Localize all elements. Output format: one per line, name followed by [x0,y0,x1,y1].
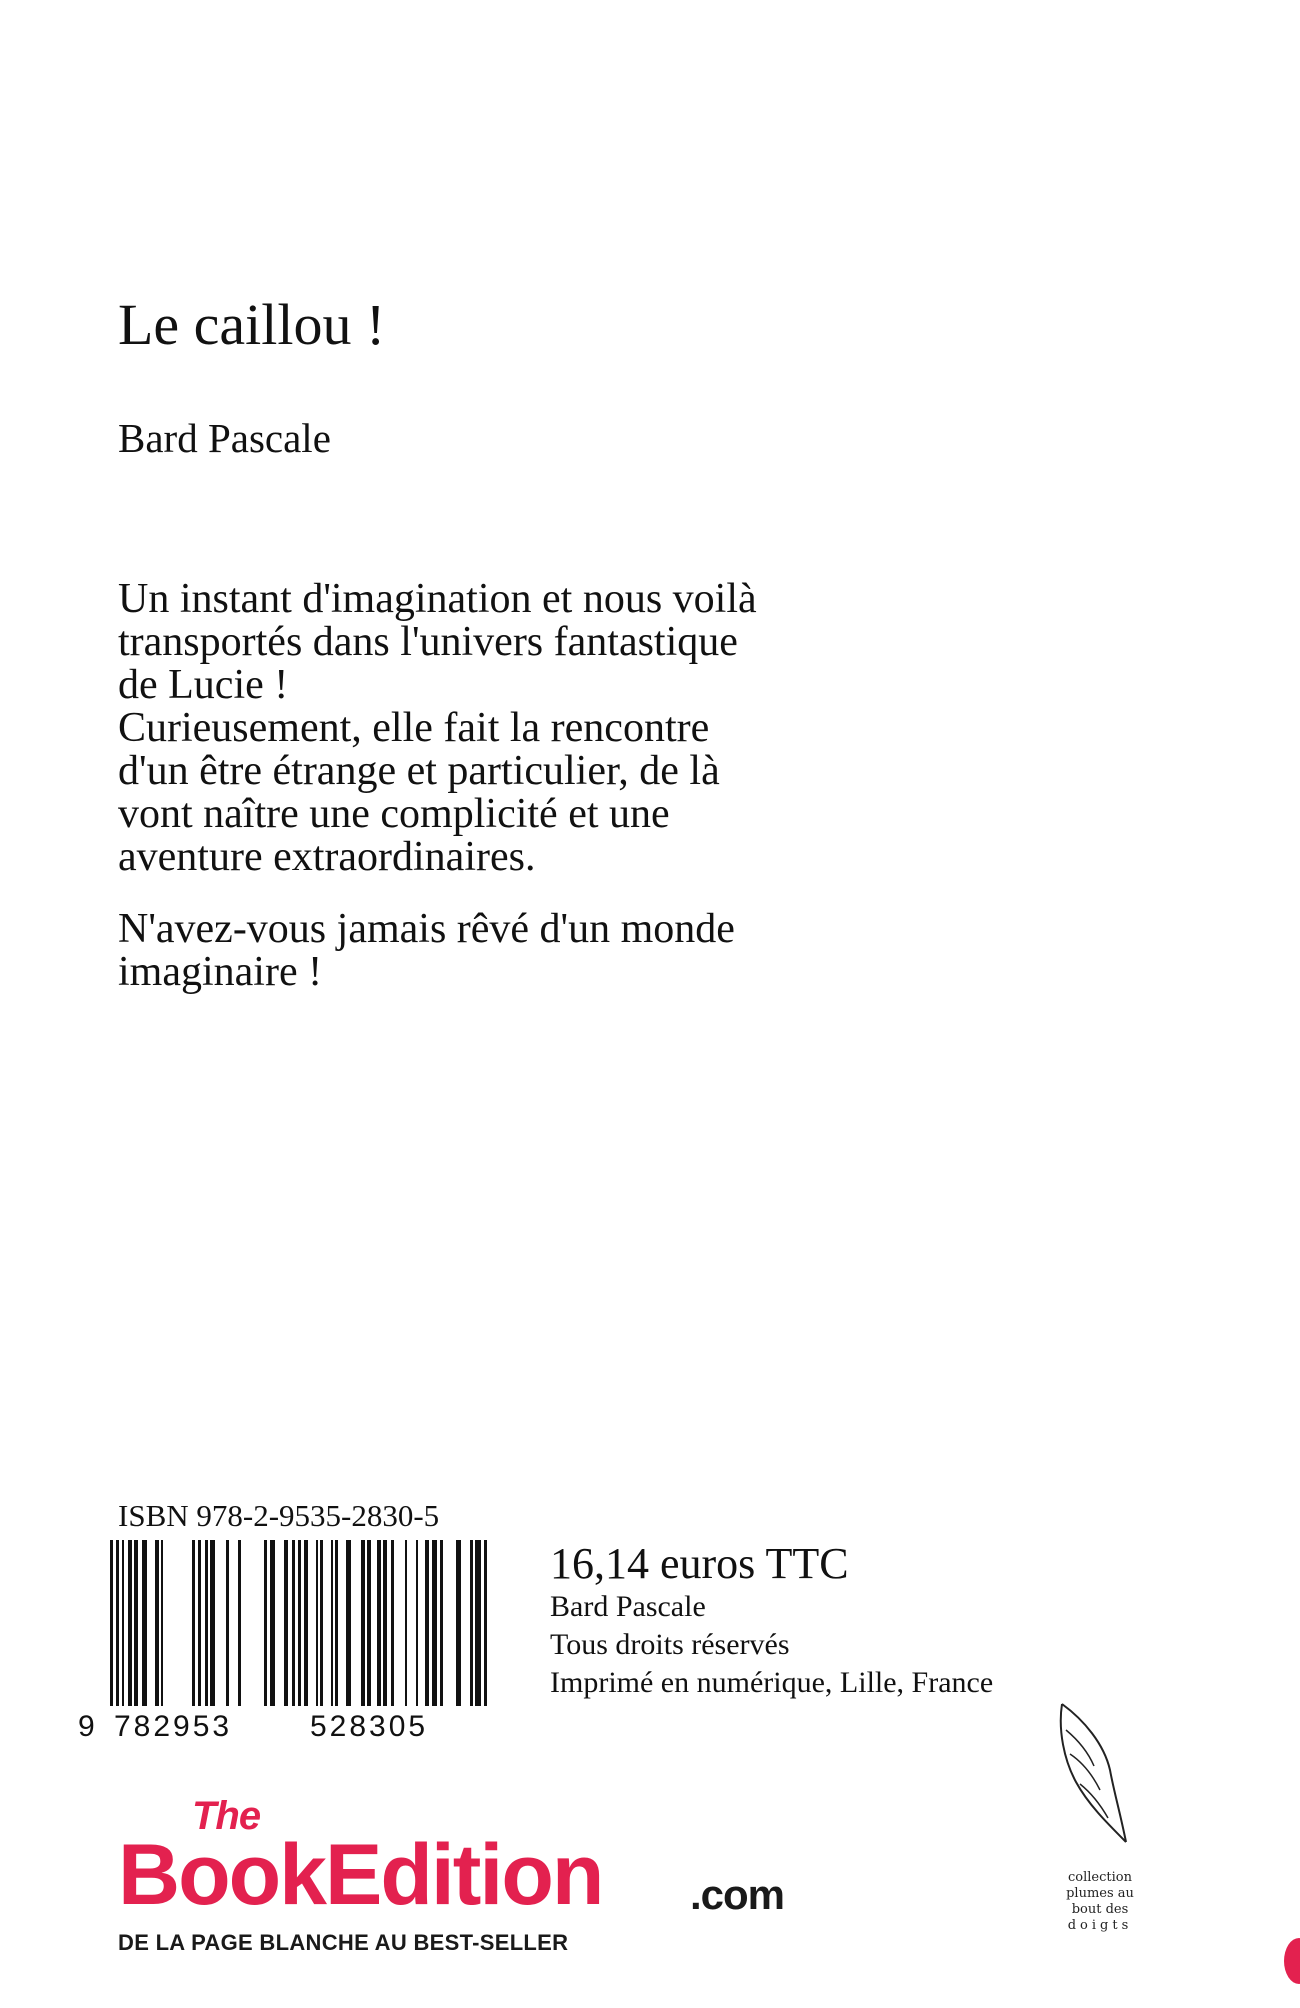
barcode-bar [316,1540,318,1706]
barcode-bar [470,1540,473,1706]
barcode-bar [122,1540,124,1706]
barcode-bar [331,1540,333,1706]
barcode-bar [192,1540,195,1706]
publication-rights: Tous droits réservés [550,1628,790,1661]
logo-name: BookEdition [118,1827,603,1923]
barcode-bar [425,1540,429,1706]
blurb-line: imaginaire ! [118,949,323,995]
logo-domain: .com [690,1871,785,1918]
collection-line: doigts [1067,1918,1133,1933]
blurb-line: vont naître une complicité et une [118,791,670,837]
blurb-line: d'un être étrange et particulier, de là [118,748,720,794]
collection-line: plumes au [1066,1886,1134,1901]
barcode-bar [405,1540,407,1706]
barcode-bar [383,1540,387,1706]
barcode-bar [304,1540,308,1706]
collection-line: bout des [1071,1902,1129,1917]
book-title: Le caillou ! [118,292,386,357]
barcode-bar [346,1540,351,1706]
barcode [74,1540,494,1740]
barcode-bar [210,1540,215,1706]
barcode-digit-prefix: 9 [78,1710,95,1740]
blurb-paragraph-2 [118,908,1018,994]
barcode-bar [475,1540,479,1706]
barcode-bar [361,1540,365,1706]
blurb-line: de Lucie ! [118,662,289,708]
publication-printing: Imprimé en numérique, Lille, France [550,1666,994,1699]
barcode-bar [128,1540,132,1706]
bookedition-logo [118,1794,785,1960]
barcode-bar [440,1540,443,1706]
barcode-digits-left: 782953 [114,1710,233,1740]
publication-author: Bard Pascale [550,1590,706,1623]
barcode-bar [432,1540,437,1706]
blurb-line: N'avez-vous jamais rêvé d'un monde [118,906,735,952]
barcode-bar [142,1540,147,1706]
logo-tagline: DE LA PAGE BLANCHE AU BEST-SELLER [118,1930,569,1955]
blurb-paragraph-1 [118,578,1018,879]
barcode-bar [320,1540,323,1706]
barcode-bar [238,1540,241,1706]
edge-decoration [1284,1938,1300,1984]
barcode-bar [377,1540,381,1706]
book-author: Bard Pascale [118,415,331,461]
collection-label [1030,1870,1170,1934]
barcode-bar [264,1540,267,1706]
quill-icon [1054,1700,1134,1850]
barcode-bar [391,1540,394,1706]
barcode-bar [456,1540,461,1706]
blurb-line: aventure extraordinaires. [118,834,536,880]
logo-the: The [192,1794,261,1838]
barcode-bar [161,1540,163,1706]
barcode-bar [284,1540,288,1706]
blurb-line: Un instant d'imagination et nous voilà [118,576,757,622]
barcode-bar [367,1540,371,1706]
blurb-line: transportés dans l'univers fantastique [118,619,738,665]
collection-line: collection [1068,1870,1132,1885]
barcode-bar [416,1540,418,1706]
barcode-bar [226,1540,229,1706]
barcode-bar [198,1540,201,1706]
barcode-digits-right: 528305 [310,1710,429,1740]
blurb-line: Curieusement, elle fait la rencontre [118,705,710,751]
barcode-bar [335,1540,338,1706]
barcode-bar [155,1540,159,1706]
barcode-bar [205,1540,208,1706]
isbn-label: ISBN 978-2-9535-2830-5 [118,1498,440,1533]
barcode-bar [270,1540,275,1706]
price: 16,14 euros TTC [550,1539,849,1588]
barcode-bar [134,1540,138,1706]
